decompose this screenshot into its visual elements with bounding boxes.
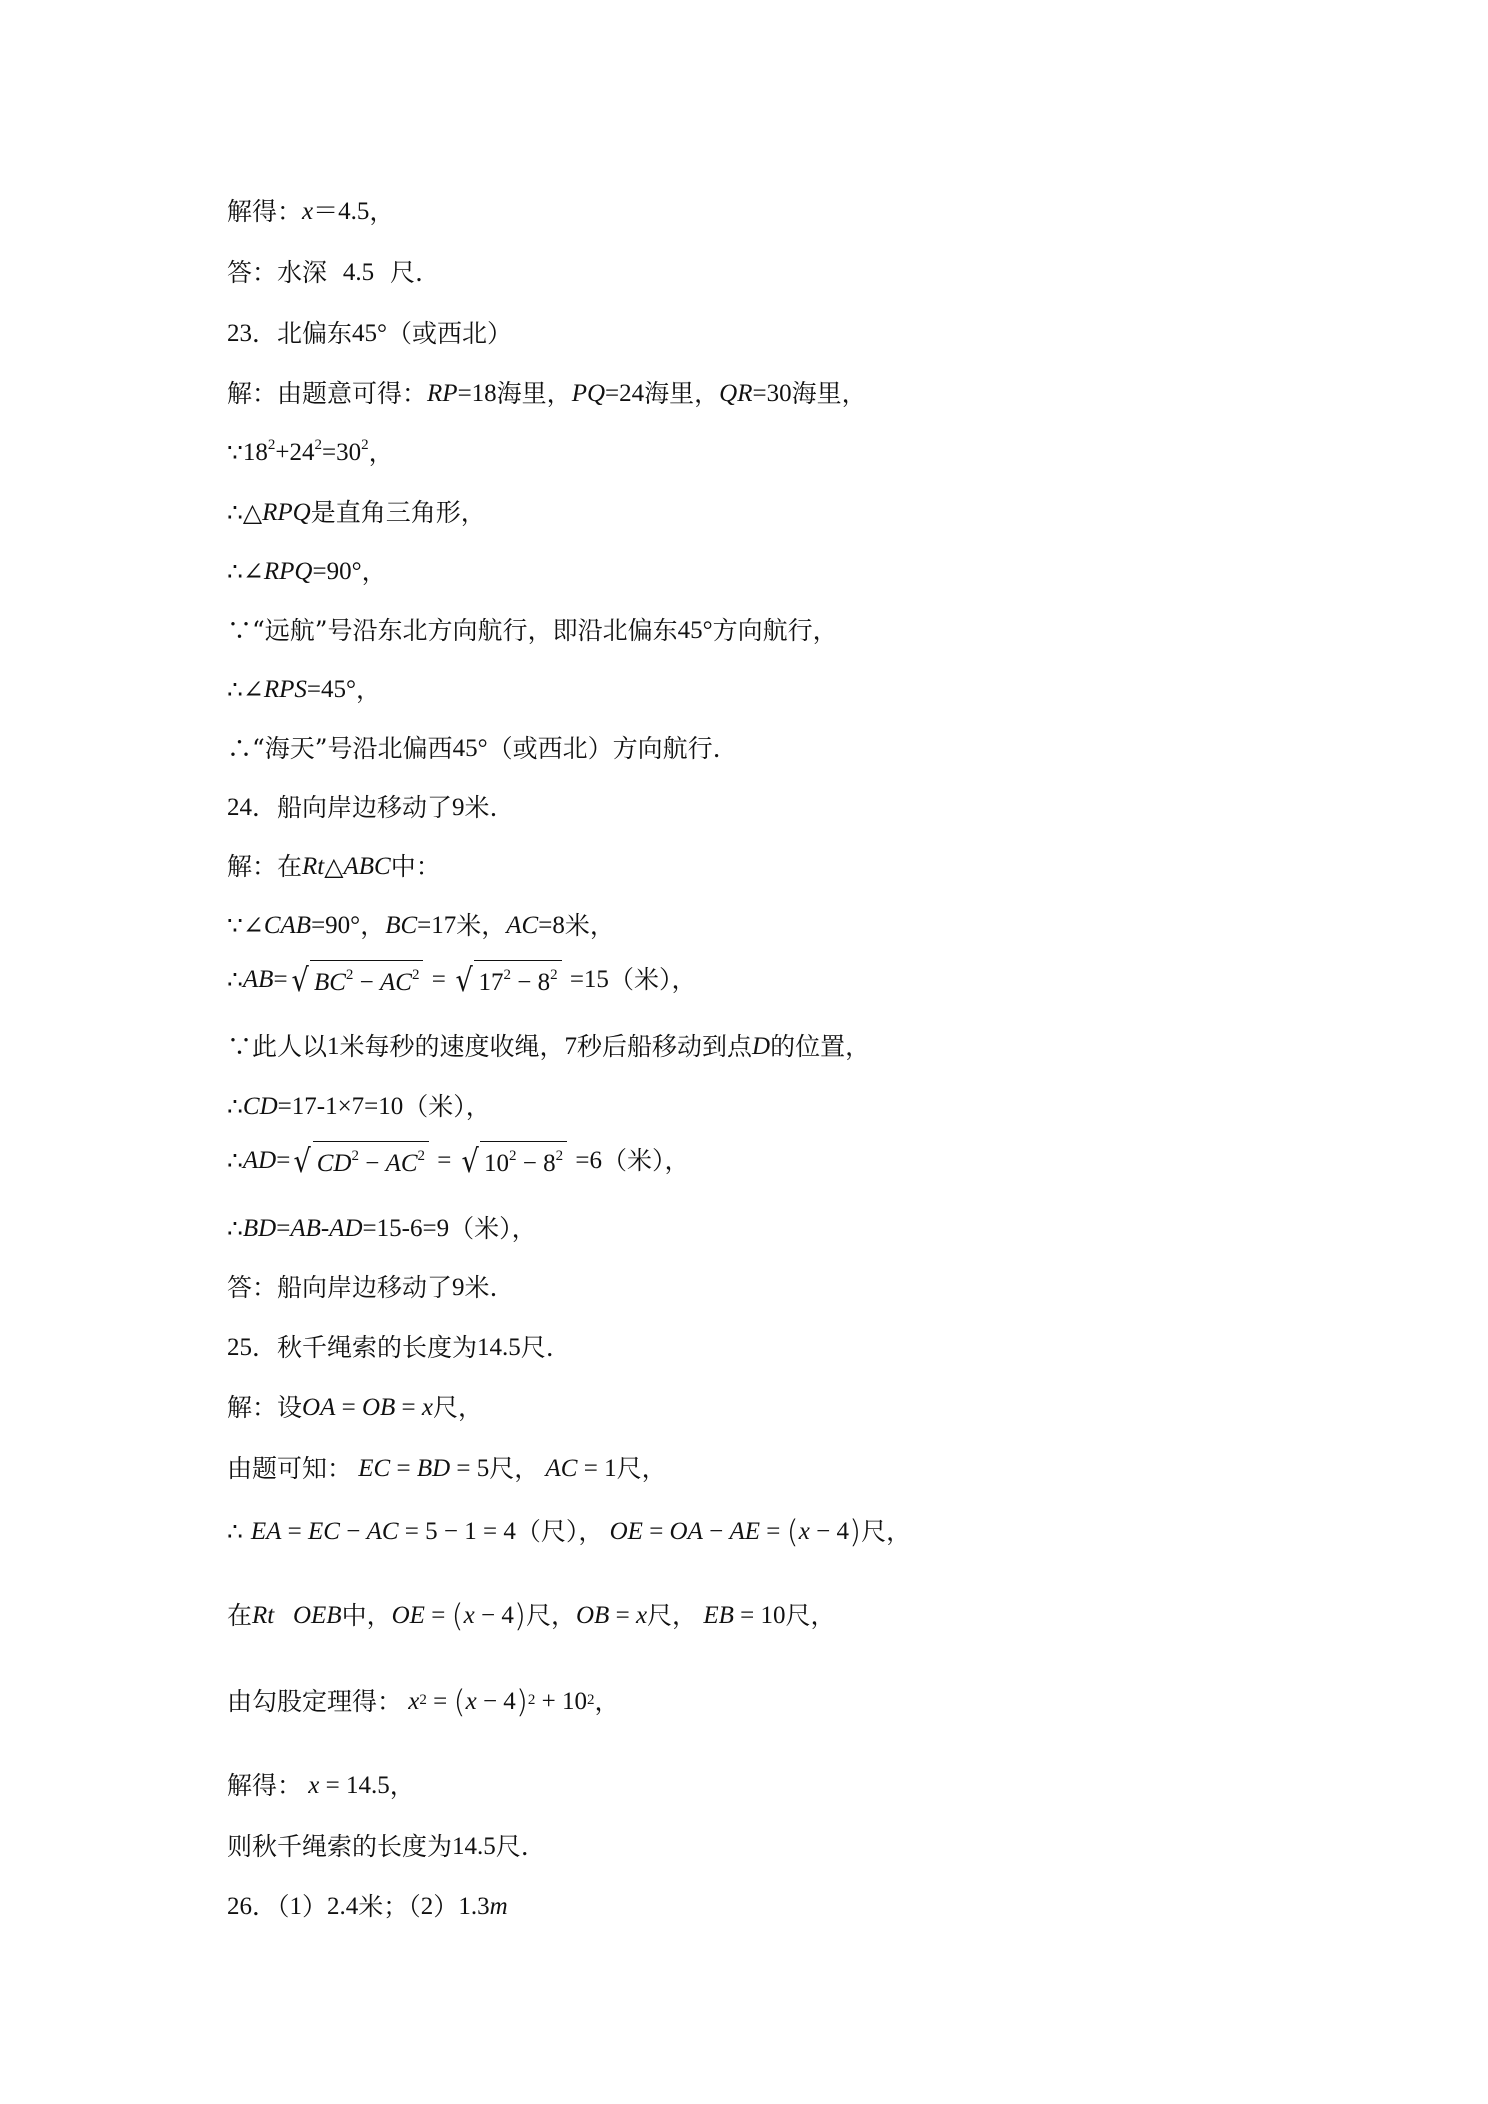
text-line: 解：由题意可得： RP =18 海里， PQ =24 海里， QR =30 海里， <box>227 379 867 408</box>
text-line: ∴“海天”号沿北偏西 45° （或西北）方向航行. <box>227 734 721 763</box>
text-line: 解得： x ＝4.5 ， <box>227 197 395 226</box>
text-line: 由勾股定理得： x $^2$ = ( x − 4 ) $^2$ + 10 $^2$ ， <box>227 1684 620 1720</box>
formula-line: ∴ AD = √ $CD^2 - AC^2$ = √ $10^2 - 8^2$ =6 （米）， <box>227 1142 690 1180</box>
text-line: 24 ．船向岸边移动了 9 米. <box>227 793 498 822</box>
text-line: ∵ $18^2+24^2=30^2$ ， <box>227 436 394 467</box>
square-root: √ $CD^2 - AC^2$ <box>292 1141 429 1181</box>
text-line: 23 ．北偏东 45° （或西北） <box>227 319 513 348</box>
text-line: ∴∠ RPQ =90° ， <box>227 557 387 586</box>
text-line: ∴ CD =17-1×7=10 （米）， <box>227 1092 491 1121</box>
text-line: 由题可知： EC = BD = 5 尺， AC = 1 尺， <box>227 1454 667 1483</box>
formula-line: ∴ AB = √ $BC^2 - AC^2$ = √ $17^2 - 8^2$ =15 （米）， <box>227 961 697 999</box>
square-root: √ $10^2 - 8^2$ <box>460 1141 568 1181</box>
text-line: ∴△ RPQ 是直角三角形， <box>227 498 486 527</box>
square-root: √ $17^2 - 8^2$ <box>454 960 562 1000</box>
text-line: 26 ．（ 1 ） 2.4 米；（ 2 ） 1.3 m <box>227 1892 508 1921</box>
text-line: 25 ．秋千绳索的长度为 14.5 尺. <box>227 1333 554 1362</box>
text-line: ∵“远航”号沿东北方向航行，即沿北偏东 45° 方向航行， <box>227 616 838 645</box>
text-line: 解：在 Rt △ ABC 中： <box>227 852 441 881</box>
text-line: 解得： x = 14.5 ， <box>227 1771 415 1800</box>
text-line: 答：船向岸边移动了 9 米. <box>227 1273 498 1302</box>
text-line: ∵∠ CAB =90° ， BC =17 米， AC =8 米， <box>227 911 615 940</box>
text-line: 则秋千绳索的长度为 14.5 尺. <box>227 1832 529 1861</box>
square-root: √ $BC^2 - AC^2$ <box>290 960 424 1000</box>
text-line: ∴ BD = AB - AD =15-6=9 （米）， <box>227 1214 537 1243</box>
text-line: 在 Rt OEB 中， OE = ( x − 4 ) 尺， OB = x 尺， EB = 10 尺， <box>227 1598 836 1634</box>
text-line: ∵此人以 1 米每秒的速度收绳， 7 秒后船移动到点 D 的位置， <box>227 1032 871 1061</box>
text-line: ∴∠ RPS =45° ， <box>227 675 382 704</box>
text-line: 答：水深 4.5 尺. <box>227 258 423 287</box>
text-line: 解：设 OA = OB = x 尺， <box>227 1393 484 1422</box>
text-line: ∴ EA = EC − AC = 5 − 1 = 4 （尺）， OE = OA − AE = ( x − 4 ) 尺， <box>227 1514 912 1550</box>
